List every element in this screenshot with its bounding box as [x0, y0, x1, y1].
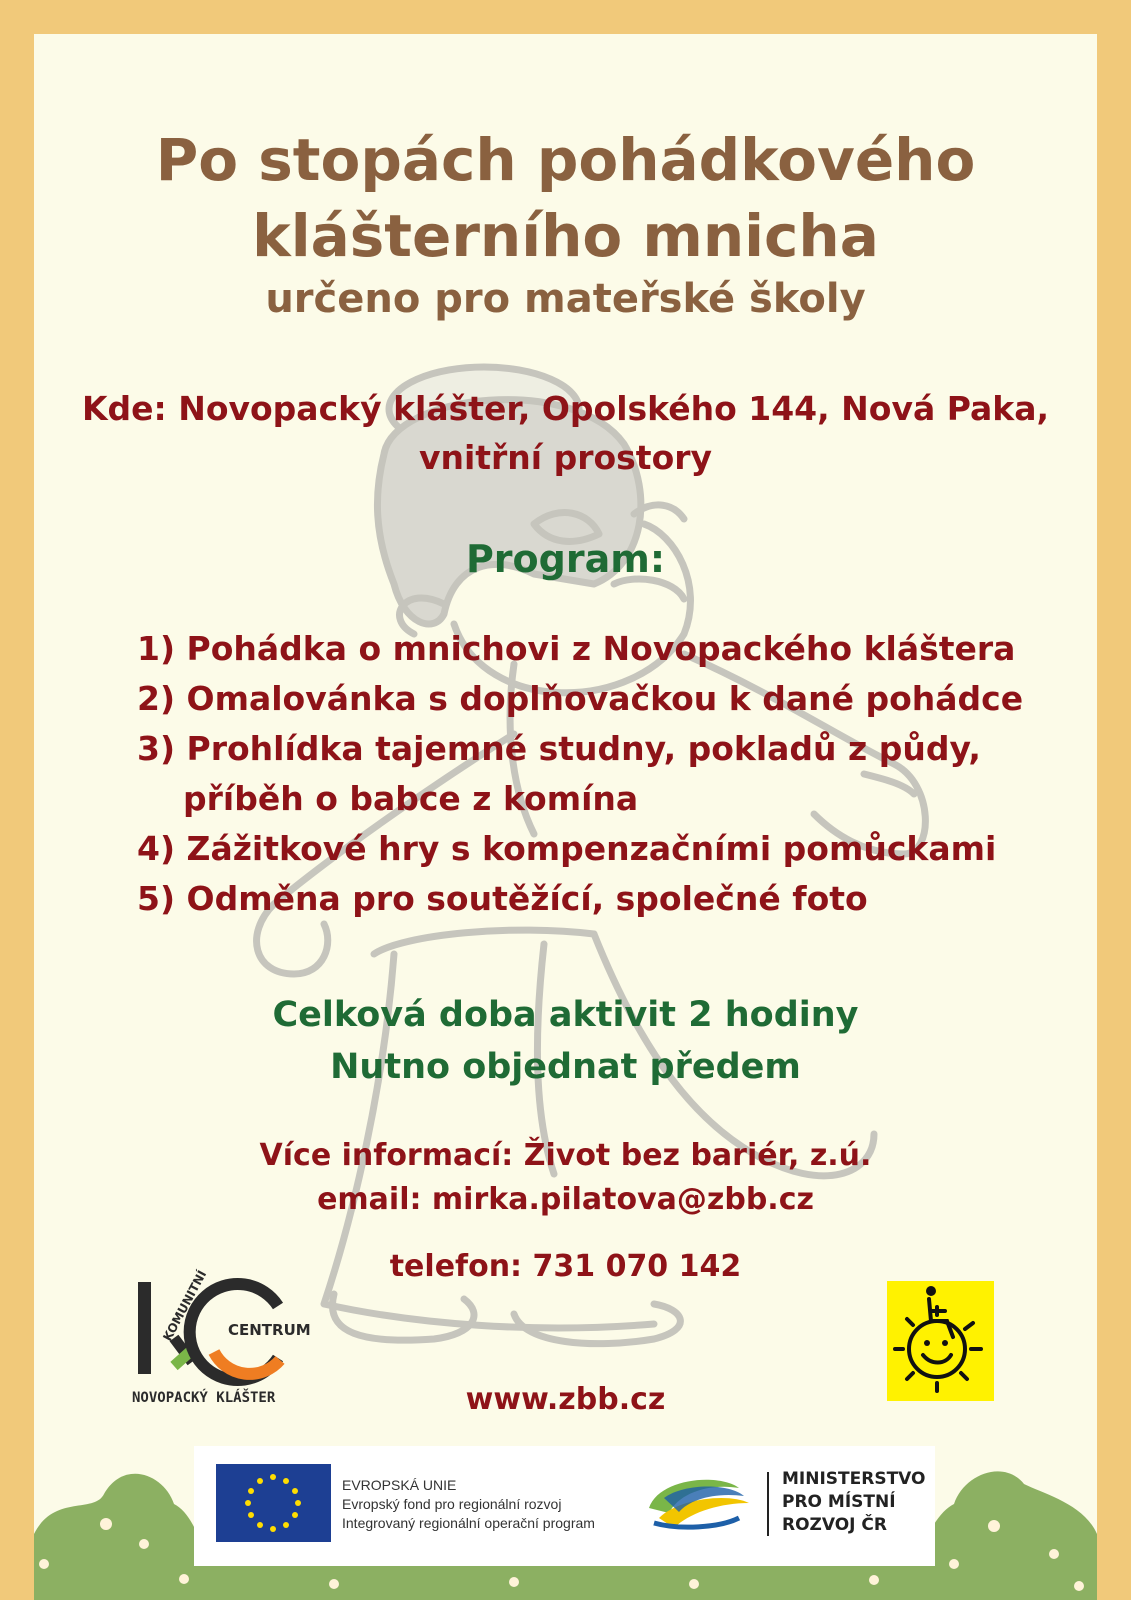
poster	[34, 34, 1097, 1600]
program-item-text: 3) Prohlídka tajemné studny, pokladů z půdy,	[137, 729, 981, 768]
ministry-line-1: MINISTERSTVO	[782, 1469, 926, 1489]
program-item-text: 4) Zážitkové hry s kompenzačními pomůckami	[137, 829, 997, 868]
eu-line-2: Evropský fond pro regionální rozvoj	[342, 1496, 562, 1512]
eu-line-3: Integrovaný regionální operační program	[342, 1515, 595, 1531]
komunitni-centrum-logo	[130, 1268, 311, 1408]
program-item	[137, 874, 1067, 924]
eu-text	[342, 1476, 595, 1533]
zbb-logo	[887, 1281, 994, 1401]
ministry-logo-icon	[639, 1468, 759, 1538]
email-line[interactable]: email: mirka.pilatova@zbb.cz	[317, 1182, 814, 1217]
order-notice: Nutno objednat předem	[330, 1047, 801, 1087]
program-heading: Program:	[465, 537, 666, 581]
ministry-line-2: PRO MÍSTNÍ	[782, 1492, 896, 1512]
phone-line[interactable]: telefon: 731 070 142	[389, 1249, 742, 1284]
location	[34, 384, 1097, 482]
program-item-continuation: příběh o babce z komína	[183, 779, 639, 818]
program-list	[137, 624, 1067, 924]
program-item	[137, 624, 1067, 674]
title-line-1: Po stopách pohádkového	[155, 126, 976, 194]
program-item-text: 2) Omalovánka s doplňovačkou k dané pohádce	[137, 679, 1024, 718]
contact-info	[34, 1134, 1097, 1222]
program-item	[137, 674, 1067, 724]
info-line: Více informací: Život bez bariér, z.ú.	[259, 1138, 872, 1173]
poster-subtitle: určeno pro mateřské školy	[265, 276, 866, 322]
funding-logos-bar	[194, 1446, 935, 1566]
program-item-text: 1) Pohádka o mnichovi z Novopackého kláštera	[137, 629, 1016, 668]
program-item	[137, 724, 1067, 824]
eu-flag-icon	[216, 1464, 331, 1542]
program-item-text: 5) Odměna pro soutěžící, společné foto	[137, 879, 868, 918]
website-link[interactable]: www.zbb.cz	[465, 1382, 666, 1417]
eu-line-1: EVROPSKÁ UNIE	[342, 1477, 457, 1493]
location-line-1: Kde: Novopacký klášter, Opolského 144, Nová Paka,	[81, 389, 1050, 428]
ministry-separator	[767, 1472, 769, 1536]
kc-bottom-text: NOVOPACKÝ KLÁŠTER	[132, 1390, 276, 1406]
kc-word-1: KOMUNITNÍ	[160, 1268, 210, 1344]
program-item	[137, 824, 1067, 874]
duration-text: Celková doba aktivit 2 hodiny	[272, 995, 859, 1035]
title-line-2: klášterního mnicha	[252, 202, 879, 270]
wheelchair-sun-icon	[887, 1281, 994, 1401]
ministry-text	[782, 1468, 926, 1537]
location-line-2: vnitřní prostory	[418, 438, 713, 477]
ministry-line-3: ROZVOJ ČR	[782, 1515, 887, 1535]
kc-word-2: CENTRUM	[228, 1321, 311, 1339]
poster-title	[34, 122, 1097, 274]
